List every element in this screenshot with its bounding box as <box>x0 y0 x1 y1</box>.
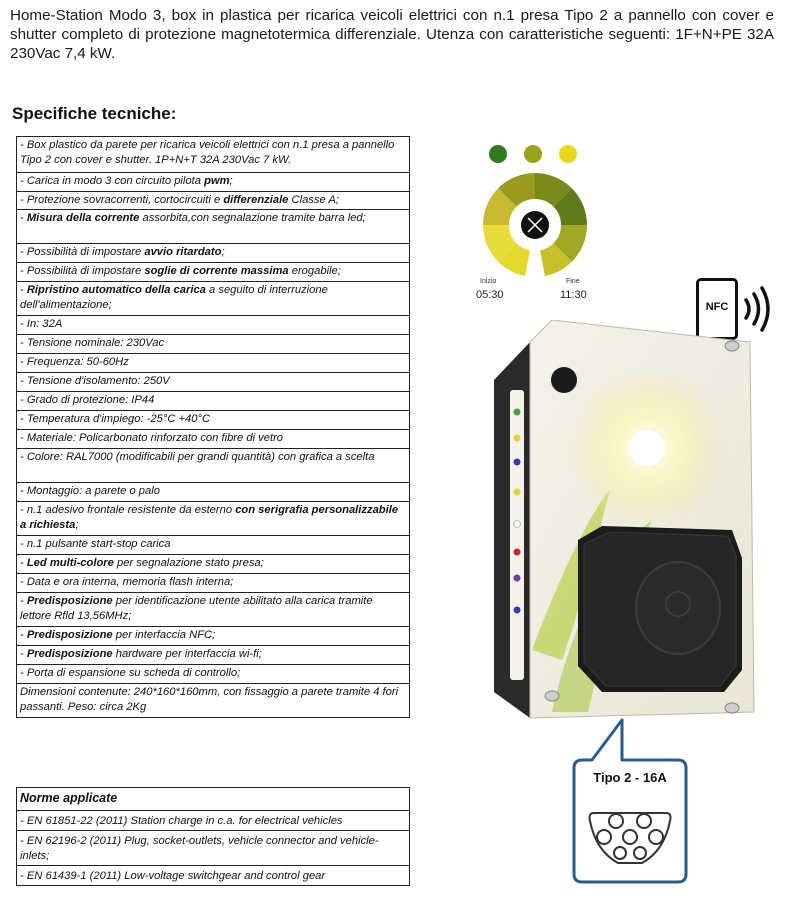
spec-cell <box>17 449 410 483</box>
spec-cell <box>17 502 410 536</box>
intro-paragraph: Home-Station Modo 3, box in plastica per ricarica veicoli elettrici con n.1 presa Tipo 2 a pannello con cover e shutter completo di protezione magnetotermica differenziale. Utenza con caratteristiche seguenti: 1F+N+PE 32A 230Vac 7,4 kW. <box>10 7 774 62</box>
spec-cell <box>17 244 410 263</box>
norms-table <box>16 787 410 886</box>
spec-text: - <box>20 212 27 224</box>
spec-text: - <box>20 557 27 569</box>
spec-text: - Grado di protezione: IP44 <box>20 394 155 406</box>
spec-emphasis: soglie di corrente massima <box>144 265 289 277</box>
spec-emphasis: differenziale <box>223 194 289 206</box>
spec-row <box>17 263 410 282</box>
spec-row <box>17 502 410 536</box>
spec-cell <box>17 483 410 502</box>
spec-row <box>17 574 410 593</box>
spec-text: - Possibilità di impostare <box>20 265 145 277</box>
spec-row <box>17 354 410 373</box>
spec-cell <box>17 411 410 430</box>
nfc-label: NFC <box>705 301 729 313</box>
section-title: Specifiche tecniche: <box>12 104 177 123</box>
spec-row <box>17 192 410 210</box>
spec-text: - Data e ora interna, memoria flash interna; <box>20 576 234 588</box>
timer-ring <box>470 170 600 280</box>
spec-cell <box>17 335 410 354</box>
spec-text: - n.1 adesivo frontale resistente da esterno <box>20 504 236 516</box>
end-time: 11:30 <box>560 289 587 301</box>
spec-row <box>17 430 410 449</box>
spec-row <box>17 244 410 263</box>
spec-emphasis: Led multi-colore <box>26 557 114 569</box>
type2-callout <box>570 716 690 888</box>
spec-cell <box>17 316 410 335</box>
spec-row <box>17 483 410 502</box>
spec-row <box>17 627 410 646</box>
spec-row <box>17 210 410 244</box>
spec-row <box>17 536 410 555</box>
norm-item: - EN 62196-2 (2011) Plug, socket-outlets, vehicle connector and vehicle-inlets; <box>17 831 410 866</box>
norm-row <box>17 811 410 831</box>
spec-cell <box>17 192 410 210</box>
norms-header-row <box>17 788 410 811</box>
spec-emphasis: avvio ritardato <box>144 246 222 258</box>
spec-emphasis: Predisposizione <box>26 648 113 660</box>
spec-cell <box>17 373 410 392</box>
spec-row <box>17 173 410 192</box>
spec-text: - <box>20 648 27 660</box>
specs-table <box>16 136 410 718</box>
spec-cell <box>17 354 410 373</box>
spec-text: Dimensioni contenute: 240*160*160mm, con fissaggio a parete tramite 4 fori passanti. Peso: circa 2Kg <box>20 686 399 713</box>
callout-bubble <box>570 716 690 888</box>
spec-row <box>17 646 410 665</box>
spec-text: ; <box>229 175 233 187</box>
spec-text: - Tensione d'isolamento: 250V <box>20 375 170 387</box>
spec-row <box>17 335 410 354</box>
charge-timer-dial <box>470 142 600 304</box>
spec-text: - Montaggio: a parete o palo <box>20 485 160 497</box>
spec-text: - Materiale: Policarbonato rinforzato con fibre di vetro <box>20 432 284 444</box>
spec-row <box>17 449 410 483</box>
spec-text: - In: 32A <box>20 318 63 330</box>
spec-text: - Protezione sovracorrenti, cortocircuiti e <box>20 194 224 206</box>
spec-cell <box>17 574 410 593</box>
spec-row <box>17 373 410 392</box>
spec-text: - Porta di espansione su scheda di controllo; <box>20 667 241 679</box>
spec-cell <box>17 137 410 173</box>
status-dot-green <box>489 145 507 163</box>
spec-text: - Possibilità di impostare <box>20 246 145 258</box>
spec-text: ; <box>75 519 79 531</box>
spec-text: - <box>20 595 27 607</box>
spec-cell <box>17 263 410 282</box>
spec-text: erogabile; <box>288 265 341 277</box>
end-label: Fine <box>566 278 580 285</box>
spec-text: - Frequenza: 50-60Hz <box>20 356 129 368</box>
spec-row <box>17 665 410 684</box>
spec-row <box>17 593 410 627</box>
spec-cell <box>17 593 410 627</box>
spec-cell <box>17 392 410 411</box>
callout-title: Tipo 2 - 16A <box>593 770 667 785</box>
spec-cell <box>17 627 410 646</box>
spec-cell <box>17 646 410 665</box>
spec-cell <box>17 665 410 684</box>
spec-emphasis: pwm <box>204 175 230 187</box>
spec-text: - <box>20 284 27 296</box>
spec-row <box>17 684 410 718</box>
start-label: Inizio <box>480 278 497 285</box>
spec-text: assorbita,con segnalazione tramite barra led; <box>139 212 366 224</box>
norm-row <box>17 831 410 866</box>
charging-box-image <box>492 320 764 730</box>
spec-row <box>17 411 410 430</box>
spec-cell <box>17 555 410 574</box>
spec-text: ; <box>221 246 225 258</box>
norm-row <box>17 866 410 886</box>
spec-text: per identificazione utente abilitato alla carica tramite lettore Rfld 13,56MHz; <box>20 595 373 622</box>
start-time: 05:30 <box>476 289 504 301</box>
spec-cell <box>17 173 410 192</box>
spec-emphasis: Predisposizione <box>26 629 113 641</box>
spec-text: - Box plastico da parete per ricarica veicoli elettrici con n.1 presa a pannello Tipo 2 con cover e shutter. 1P+N+T 32A 230Vac 7 kW. <box>20 139 395 166</box>
spec-text: - Temperatura d'impiego: -25°C +40°C <box>20 413 211 425</box>
spec-emphasis: Ripristino automatico della carica <box>26 284 206 296</box>
spec-cell <box>17 282 410 316</box>
status-dot-olive <box>524 145 542 163</box>
spec-cell <box>17 536 410 555</box>
spec-text: Classe A; <box>288 194 339 206</box>
spec-text: per interfaccia NFC; <box>112 629 216 641</box>
spec-text: - Carica in modo 3 con circuito pilota <box>20 175 205 187</box>
spec-cell <box>17 684 410 718</box>
spec-row <box>17 555 410 574</box>
spec-text: a seguito di interruzione dell'alimentazione; <box>20 284 328 311</box>
spec-text: - n.1 pulsante start-stop carica <box>20 538 171 550</box>
spec-row <box>17 316 410 335</box>
norm-item: - EN 61851-22 (2011) Station charge in c.a. for electrical vehicles <box>17 811 410 831</box>
norm-item: - EN 61439-1 (2011) Low-voltage switchgear and control gear <box>17 866 410 886</box>
spec-text: - Colore: RAL7000 (modificabili per grandi quantità) con grafica a scelta <box>20 451 375 463</box>
spec-cell <box>17 430 410 449</box>
spec-row <box>17 137 410 173</box>
spec-emphasis: Predisposizione <box>26 595 113 607</box>
spec-row <box>17 282 410 316</box>
spec-text: hardware per interfaccia wi-fi; <box>112 648 262 660</box>
status-dot-yellow <box>559 145 577 163</box>
spec-text: per segnalazione stato presa; <box>113 557 264 569</box>
spec-emphasis: Misura della corrente <box>26 212 140 224</box>
spec-cell <box>17 210 410 244</box>
spec-text: - Tensione nominale: 230Vac <box>20 337 165 349</box>
norms-title: Norme applicate <box>17 788 410 811</box>
spec-row <box>17 392 410 411</box>
spec-text: - <box>20 629 27 641</box>
spec-emphasis: con serigrafia personalizzabile a richiesta <box>20 504 399 531</box>
